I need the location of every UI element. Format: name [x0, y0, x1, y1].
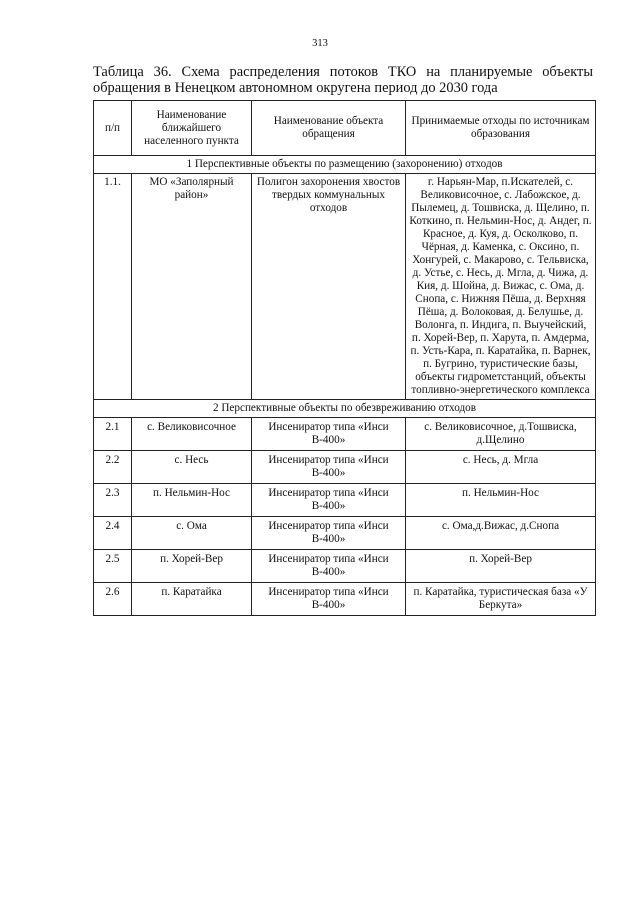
row-object: Полигон захоронения хвостов твердых коммунальных отходов: [252, 174, 406, 400]
row-settlement: с. Несь: [132, 451, 252, 484]
row-sources: п. Нельмин-Нос: [406, 484, 596, 517]
row-object: Инсениратор типа «Инси В-400»: [252, 418, 406, 451]
section-title-disposal: 1 Перспективные объекты по размещению (захоронению) отходов: [94, 156, 596, 174]
row-sources: с. Ома,д.Вижас, д.Снопа: [406, 517, 596, 550]
row-sources: с. Великовисочное, д.Тошвиска, д.Щелино: [406, 418, 596, 451]
row-number: 2.4: [94, 517, 132, 550]
row-sources: г. Нарьян-Мар, п.Искателей, с. Великовисочное, с. Лабожское, д. Пылемец, д. Тошвиска, д. Щелино, п. Коткино, п. Нельмин-Нос, д. Андег, п. Красное, д. Куя, д. Осколково, п. Чёрная, д. Каменка, с. Оксино, п. Хонгурей, с. Макарово, с. Тельвиска, д. Устье, с. Несь, д. Мгла, д. Чижа, д. Кия, д. Шойна, д. Вижас, с. Ома, д. Снопа, с. Нижняя Пёша, д. Верхняя Пёша, д. Волоковая, д. Белушье, д. Волонга, п. Индига, п. Выучейский, п. Хорей-Вер, п. Харута, п. Амдерма, п. Усть-Кара, п. Каратайка, п. Варнек, п. Бугрино, туристические базы, объекты гидрометстанций, объекты топливно-энергетического комплекса: [406, 174, 596, 400]
row-settlement: с. Великовисочное: [132, 418, 252, 451]
table-row: [94, 517, 596, 550]
row-sources: п. Хорей-Вер: [406, 550, 596, 583]
page-number: 313: [312, 38, 328, 49]
row-object: Инсениратор типа «Инси В-400»: [252, 583, 406, 616]
section-row: [94, 156, 596, 174]
table-row: [94, 418, 596, 451]
row-number: 1.1.: [94, 174, 132, 400]
section-title-neutralization: 2 Перспективные объекты по обезвреживанию отходов: [94, 400, 596, 418]
table-row: [94, 484, 596, 517]
header-object: Наименование объекта обращения: [252, 101, 406, 156]
row-number: 2.1: [94, 418, 132, 451]
row-object: Инсениратор типа «Инси В-400»: [252, 451, 406, 484]
table-row: [94, 451, 596, 484]
table-row: [94, 583, 596, 616]
section-row: [94, 400, 596, 418]
row-settlement: с. Ома: [132, 517, 252, 550]
header-number: п/п: [94, 101, 132, 156]
row-number: 2.6: [94, 583, 132, 616]
table-header-row: [94, 101, 596, 156]
row-object: Инсениратор типа «Инси В-400»: [252, 517, 406, 550]
row-settlement: п. Нельмин-Нос: [132, 484, 252, 517]
table-caption: Таблица 36. Схема распределения потоков ТКО на планируемые объекты обращения в Ненецком автономном округена период до 2030 года: [93, 64, 593, 96]
table-row: [94, 174, 596, 400]
row-object: Инсениратор типа «Инси В-400»: [252, 550, 406, 583]
row-settlement: п. Каратайка: [132, 583, 252, 616]
waste-distribution-table: [93, 100, 596, 616]
row-number: 2.5: [94, 550, 132, 583]
table-row: [94, 550, 596, 583]
row-settlement: МО «Заполярный район»: [132, 174, 252, 400]
row-settlement: п. Хорей-Вер: [132, 550, 252, 583]
row-number: 2.2: [94, 451, 132, 484]
header-sources: Принимаемые отходы по источникам образования: [406, 101, 596, 156]
row-sources: п. Каратайка, туристическая база «У Беркута»: [406, 583, 596, 616]
row-object: Инсениратор типа «Инси В-400»: [252, 484, 406, 517]
row-sources: с. Несь, д. Мгла: [406, 451, 596, 484]
header-settlement: Наименование ближайшего населенного пункта: [132, 101, 252, 156]
row-number: 2.3: [94, 484, 132, 517]
